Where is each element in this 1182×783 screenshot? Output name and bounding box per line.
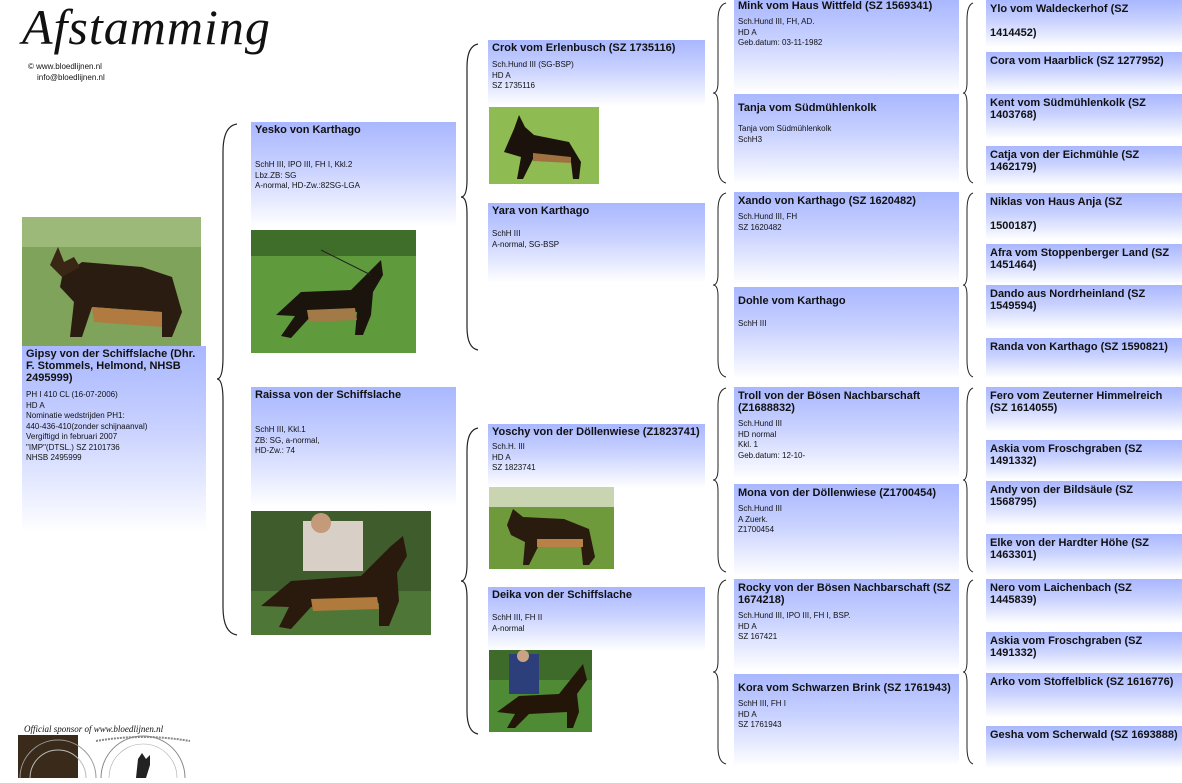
pedigree-brace-gen4-3 <box>961 387 975 573</box>
pedigree-brace-gen3-3 <box>711 387 729 573</box>
pedigree-card-great-grandparent <box>734 0 959 92</box>
dog-name: Tanja vom Südmühlenkolk <box>738 102 877 114</box>
grandparent-photo <box>489 487 614 569</box>
pedigree-card-great-grandparent <box>734 674 959 766</box>
pedigree-card-sire <box>251 122 456 227</box>
dog-name: Andy von der Bildsäule (SZ 1568795) <box>990 484 1134 508</box>
dog-name: Randa von Karthago (SZ 1590821) <box>990 341 1168 353</box>
sponsor-logo[interactable] <box>18 735 198 778</box>
pedigree-card-grandparent <box>488 587 705 651</box>
dog-name: Yesko von Karthago <box>255 124 361 136</box>
pedigree-card-great-grandparent <box>734 484 959 576</box>
pedigree-card-gen4 <box>986 244 1182 284</box>
sponsor-logo-icon <box>18 735 198 778</box>
pedigree-card-gen4 <box>986 193 1182 240</box>
dog-info: SchH III, FH I HD A SZ 1761943 <box>738 699 787 729</box>
pedigree-card-gen4 <box>986 94 1182 139</box>
dog-name: Arko vom Stoffelblick (SZ 1616776) <box>990 676 1174 688</box>
pedigree-card-gen4 <box>986 579 1182 624</box>
dog-name: Gipsy von der Schiffslache (Dhr. F. Stommels, Helmond, NHSB 2495999) <box>26 348 196 384</box>
pedigree-card-gen4 <box>986 632 1182 672</box>
dog-name: Catja von der Eichmühle (SZ 1462179) <box>990 149 1140 173</box>
dog-info: Sch.Hund III HD normal Kkl. 1 Geb.datum: 12-10- <box>738 419 806 460</box>
pedigree-card-great-grandparent <box>734 287 959 379</box>
dog-name: Fero vom Zeuterner Himmelreich (SZ 1614055) <box>990 390 1163 414</box>
pedigree-card-gen4 <box>986 52 1182 92</box>
pedigree-card-gen4 <box>986 146 1182 186</box>
pedigree-card-gen4 <box>986 387 1182 432</box>
pedigree-brace-gen3-2 <box>711 192 729 378</box>
dog-name: Askia vom Froschgraben (SZ 1491332) <box>990 635 1143 659</box>
pedigree-brace-gen1 <box>215 122 240 637</box>
dog-info: SchH III A-normal, SG-BSP <box>492 229 560 249</box>
dog-info: SchH III, Kkl.1 ZB: SG, a-normal, HD-Zw.: 74 <box>255 425 320 455</box>
pedigree-brace-gen3-4 <box>711 579 729 765</box>
dog-name: Deika von der Schiffslache <box>492 589 632 601</box>
email-link[interactable]: info@bloedlijnen.nl <box>37 73 105 82</box>
dog-name: Mona von der Döllenwiese (Z1700454) <box>738 487 937 499</box>
pedigree-card-gen4 <box>986 726 1182 768</box>
dog-name: Dohle vom Karthago <box>738 295 846 307</box>
pedigree-brace-gen4-4 <box>961 579 975 765</box>
pedigree-brace-gen2-b <box>459 426 481 736</box>
sire-photo <box>251 230 416 353</box>
pedigree-brace-gen4-2 <box>961 192 975 378</box>
dog-name: Elke von der Hardter Höhe (SZ 1463301) <box>990 537 1149 561</box>
website-link[interactable]: © www.bloedlijnen.nl <box>28 62 102 71</box>
pedigree-card-gen4 <box>986 440 1182 480</box>
pedigree-card-great-grandparent <box>734 387 959 479</box>
dog-info: Sch.H. III HD A SZ 1823741 <box>492 442 536 472</box>
dog-name: Rocky von der Bösen Nachbarschaft (SZ 1674218) <box>738 582 951 606</box>
pedigree-card-gen4 <box>986 534 1182 576</box>
pedigree-card-grandparent <box>488 203 705 283</box>
pedigree-brace-gen3-1 <box>711 2 729 184</box>
pedigree-card-subject <box>22 346 206 532</box>
dog-info: PH I 410 CL (16-07-2006) HD A Nominatie wedstrijden PH1: 440-436-410(zonder schijnaanval) Vergiftigd in februari 2007 "IMP"(DTSL.) SZ 2101736 NHSB 2495999 <box>26 390 148 462</box>
dog-name: Raissa von der Schiffslache <box>255 389 402 401</box>
grandparent-photo <box>489 650 592 732</box>
contact-info <box>28 61 105 83</box>
dog-name: Cora vom Haarblick (SZ 1277952) <box>990 55 1164 67</box>
dog-name: Gesha vom Scherwald (SZ 1693888) <box>990 729 1178 741</box>
pedigree-brace-gen4-1 <box>961 2 975 184</box>
dog-info: SchH III, FH II A-normal <box>492 613 543 633</box>
dog-name: Kent vom Südmühlenkolk (SZ 1403768) <box>990 97 1146 121</box>
dog-name: Askia vom Froschgraben (SZ 1491332) <box>990 443 1143 467</box>
dog-name: Xando von Karthago (SZ 1620482) <box>738 195 916 207</box>
dog-info: SchH III, IPO III, FH I, Kkl.2 Lbz.ZB: SG A-normal, HD-Zw.:82SG-LGA <box>255 160 360 190</box>
dog-name: Dando aus Nordrheinland (SZ 1549594) <box>990 288 1146 312</box>
dam-photo <box>251 511 431 635</box>
pedigree-card-great-grandparent <box>734 192 959 284</box>
dog-name: Yara von Karthago <box>492 205 590 217</box>
grandparent-photo <box>489 107 599 184</box>
dog-name: Crok vom Erlenbusch (SZ 1735116) <box>492 42 676 54</box>
pedigree-brace-gen2-a <box>459 42 481 352</box>
dog-info: Sch.Hund III, IPO III, FH I, BSP. HD A SZ 167421 <box>738 611 851 641</box>
pedigree-card-great-grandparent <box>734 94 959 184</box>
dog-name: Niklas von Haus Anja (SZ 1500187) <box>990 196 1123 232</box>
dog-info: Sch.Hund III, FH, AD. HD A Geb.datum: 03-11-1982 <box>738 17 823 47</box>
dog-name: Ylo vom Waldeckerhof (SZ 1414452) <box>990 3 1129 39</box>
dog-name: Nero vom Laichenbach (SZ 1445839) <box>990 582 1132 606</box>
dog-name: Kora vom Schwarzen Brink (SZ 1761943) <box>738 682 951 694</box>
pedigree-card-grandparent <box>488 40 705 106</box>
pedigree-card-gen4 <box>986 338 1182 378</box>
dog-info: Sch.Hund III (SG-BSP) HD A SZ 1735116 <box>492 60 574 90</box>
pedigree-card-grandparent <box>488 424 705 488</box>
subject-photo <box>22 217 201 346</box>
page-title: Afstamming <box>22 0 271 55</box>
pedigree-card-gen4 <box>986 673 1182 718</box>
dog-name: Mink vom Haus Wittfeld (SZ 1569341) <box>738 0 933 12</box>
dog-info: Sch.Hund III, FH SZ 1620482 <box>738 212 798 232</box>
pedigree-card-gen4 <box>986 285 1182 330</box>
dog-info: SchH III <box>738 319 767 328</box>
dog-name: Yoschy von der Döllenwiese (Z1823741) <box>492 426 700 438</box>
dog-info: Tanja vom Südmühlenkolk SchH3 <box>738 124 832 144</box>
pedigree-card-great-grandparent <box>734 579 959 671</box>
pedigree-card-dam <box>251 387 456 507</box>
dog-name: Troll von der Bösen Nachbarschaft (Z1688832) <box>738 390 921 414</box>
pedigree-card-gen4 <box>986 481 1182 526</box>
pedigree-card-gen4 <box>986 0 1182 47</box>
dog-name: Afra vom Stoppenberger Land (SZ 1451464) <box>990 247 1170 271</box>
sponsor-text: Official sponsor of www.bloedlijnen.nl <box>24 724 164 734</box>
dog-info: Sch.Hund III A Zuerk. Z1700454 <box>738 504 783 534</box>
